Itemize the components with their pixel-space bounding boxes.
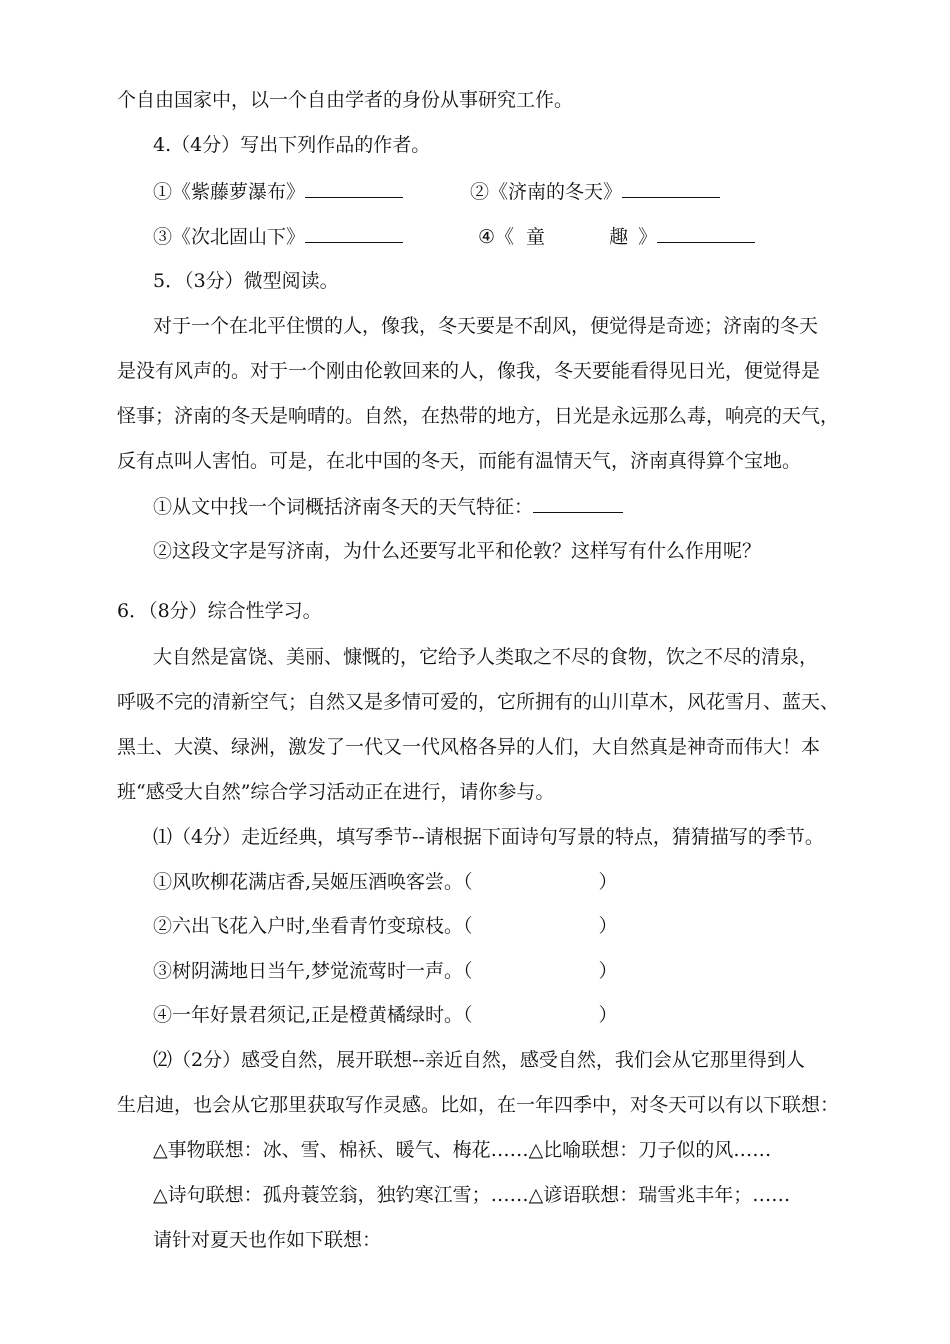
q5-sub-1 xyxy=(153,494,623,519)
q4-item-4 xyxy=(478,224,755,249)
association-line: △诗句联想：孤舟蓑笠翁，独钓寒江雪；……△谚语联想：瑞雪兆丰年；…… xyxy=(153,1184,791,1206)
text-line: 个自由国家中，以一个自由学者的身份从事研究工作。 xyxy=(117,89,574,111)
answer-blank[interactable] xyxy=(305,224,403,243)
q6-sub-1-item xyxy=(153,959,618,983)
answer-blank[interactable] xyxy=(305,179,403,198)
poem-line: ①风吹柳花满店香,吴姬压酒唤客尝。（ xyxy=(153,871,473,893)
q4-item-2 xyxy=(470,179,720,204)
q4-item-4-char2: 趣 xyxy=(609,226,629,248)
answer-blank[interactable] xyxy=(533,494,623,513)
close-paren: ） xyxy=(598,915,618,937)
question-5-title: 5．（3分）微型阅读。 xyxy=(153,270,339,292)
answer-blank[interactable] xyxy=(657,224,755,243)
poem-line: ④一年好景君须记,正是橙黄橘绿时。（ xyxy=(153,1004,473,1026)
q6-sub-1-title: ⑴（4分）走近经典，填写季节--请根据下面诗句写景的特点，猜猜描写的季节。 xyxy=(153,826,824,848)
q6-sub-1-item xyxy=(153,870,618,894)
q6-sub-1-item xyxy=(153,914,618,938)
close-paren: ） xyxy=(598,1004,618,1026)
q4-item-1-label: ①《紫藤萝瀑布》 xyxy=(153,181,306,203)
passage-line: 反有点叫人害怕。可是，在北中国的冬天，而能有温情天气，济南真得算个宝地。 xyxy=(117,450,802,472)
question-4-title: 4.（4分）写出下列作品的作者。 xyxy=(153,134,431,156)
q5-sub-1-label: ①从文中找一个词概括济南冬天的天气特征： xyxy=(153,496,534,518)
q4-item-3-label: ③《次北固山下》 xyxy=(153,226,306,248)
passage-line: 对于一个在北平住惯的人，像我，冬天要是不刮风，便觉得是奇迹；济南的冬天 xyxy=(153,315,819,337)
q5-sub-2: ②这段文字是写济南，为什么还要写北平和伦敦？这样写有什么作用呢？ xyxy=(153,540,762,562)
passage-line: 是没有风声的。对于一个刚由伦敦回来的人，像我，冬天要能看得见日光，便觉得是 xyxy=(117,360,821,382)
q4-item-4-close: 》 xyxy=(638,226,658,248)
passage-line: 生启迪，也会从它那里获取写作灵感。比如，在一年四季中，对冬天可以有以下联想： xyxy=(117,1094,840,1116)
q4-item-2-label: ②《济南的冬天》 xyxy=(470,181,623,203)
close-paren: ） xyxy=(598,871,618,893)
q4-item-4-char1: 童 xyxy=(526,226,546,248)
q4-item-1 xyxy=(153,179,403,204)
passage-line: 怪事；济南的冬天是响晴的。自然，在热带的地方，日光是永远那么毒，响亮的天气， xyxy=(117,405,840,427)
passage-line: 黑土、大漠、绿洲，激发了一代又一代风格各异的人们，大自然真是神奇而伟大！本 xyxy=(117,736,821,758)
poem-line: ③树阴满地日当午,梦觉流莺时一声。（ xyxy=(153,960,473,982)
passage-line: 大自然是富饶、美丽、慷慨的，它给予人类取之不尽的食物，饮之不尽的清泉， xyxy=(153,646,819,668)
passage-line: 班“感受大自然”综合学习活动正在进行，请你参与。 xyxy=(117,781,555,803)
poem-line: ②六出飞花入户时,坐看青竹变琼枝。（ xyxy=(153,915,473,937)
q4-item-3 xyxy=(153,224,403,249)
q6-sub-1-item xyxy=(153,1003,618,1027)
q4-item-4-open: ④《 xyxy=(478,226,515,248)
question-6-title: 6．（8分）综合性学习。 xyxy=(117,600,322,622)
passage-line: 呼吸不完的清新空气；自然又是多情可爱的，它所拥有的山川草木，风花雪月、蓝天、 xyxy=(117,691,840,713)
association-line: △事物联想：冰、雪、棉袄、暖气、梅花……△比喻联想：刀子似的风…… xyxy=(153,1139,772,1161)
answer-blank[interactable] xyxy=(622,179,720,198)
close-paren: ） xyxy=(598,960,618,982)
instruction-line: 请针对夏天也作如下联想： xyxy=(153,1229,382,1251)
q6-sub-2-title: ⑵（2分）感受自然，展开联想--亲近自然，感受自然，我们会从它那里得到人 xyxy=(153,1049,805,1071)
